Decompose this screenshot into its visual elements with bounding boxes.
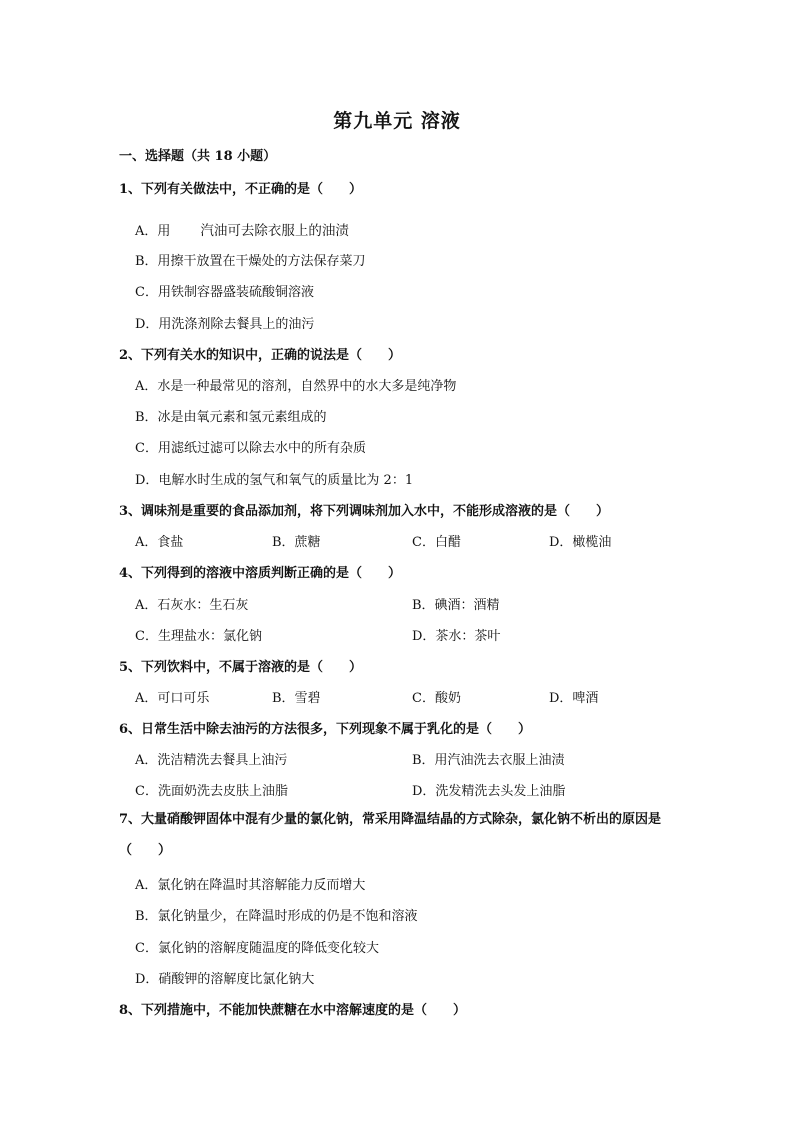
question-2-option-c[interactable]: C．用滤纸过滤可以除去水中的所有杂质 [135, 441, 366, 456]
question-5-option-a[interactable]: A．可口可乐 [135, 691, 210, 706]
question-3-option-d[interactable]: D．橄榄油 [549, 535, 612, 550]
question-4-option-a[interactable]: A．石灰水：生石灰 [135, 598, 249, 613]
question-2-option-b[interactable]: B．冰是由氧元素和氢元素组成的 [135, 410, 327, 425]
question-1-option-c[interactable]: C．用铁制容器盛装硫酸铜溶液 [135, 285, 314, 300]
question-8-stem: 8、下列措施中，不能加快蔗糖在水中溶解速度的是（ ） [119, 1003, 467, 1018]
option-a-text: 汽油可去除衣服上的油渍 [200, 223, 349, 239]
question-3-stem: 3、调味剂是重要的食品添加剂，将下列调味剂加入水中，不能形成溶液的是（ ） [119, 504, 610, 519]
question-6-stem: 6、日常生活中除去油污的方法很多，下列现象不属于乳化的是（ ） [119, 722, 532, 737]
question-6-option-b[interactable]: B．用汽油洗去衣服上油渍 [412, 753, 565, 768]
question-1-option-b[interactable]: B．用擦干放置在干燥处的方法保存菜刀 [135, 254, 366, 269]
question-4-option-b[interactable]: B．碘酒：酒精 [412, 598, 500, 613]
question-1-stem: 1、下列有关做法中，不正确的是（ ） [119, 182, 363, 197]
question-7-option-b[interactable]: B．氯化钠量少，在降温时形成的仍是不饱和溶液 [135, 909, 418, 924]
question-6-option-c[interactable]: C．洗面奶洗去皮肤上油脂 [135, 784, 288, 799]
question-1-option-a[interactable] [135, 219, 349, 239]
question-3-option-b[interactable]: B．蔗糖 [272, 535, 321, 550]
question-5-option-d[interactable]: D．啤酒 [549, 691, 599, 706]
question-4-stem: 4、下列得到的溶液中溶质判断正确的是（ ） [119, 566, 402, 581]
question-7-option-a[interactable]: A．氯化钠在降温时其溶解能力反而增大 [135, 878, 366, 893]
question-2-option-a[interactable]: A．水是一种最常见的溶剂，自然界中的水大多是纯净物 [135, 379, 457, 394]
question-6-option-a[interactable]: A．洗洁精洗去餐具上油污 [135, 753, 288, 768]
question-2-stem: 2、下列有关水的知识中，正确的说法是（ ） [119, 348, 402, 363]
section-heading: 一、选择题（共 18 小题） [119, 149, 277, 164]
question-4-option-c[interactable]: C．生理盐水：氯化钠 [135, 629, 262, 644]
question-5-stem: 5、下列饮料中，不属于溶液的是（ ） [119, 660, 363, 675]
question-5-option-c[interactable]: C．酸奶 [412, 691, 461, 706]
question-1-option-d[interactable]: D．用洗涤剂除去餐具上的油污 [135, 317, 315, 332]
question-7-stem: 7、大量硝酸钾固体中混有少量的氯化钠，常采用降温结晶的方式除杂，氯化钠不析出的原因是（ ） [119, 812, 662, 858]
question-2-option-d[interactable]: D．电解水时生成的氢气和氧气的质量比为 2：1 [135, 473, 414, 488]
question-6-option-d[interactable]: D．洗发精洗去头发上油脂 [412, 784, 566, 799]
question-7-option-c[interactable]: C．氯化钠的溶解度随温度的降低变化较大 [135, 941, 379, 956]
question-4-option-d[interactable]: D．茶水：茶叶 [412, 629, 501, 644]
question-3-option-a[interactable]: A．食盐 [135, 535, 184, 550]
question-3-option-c[interactable]: C．白醋 [412, 535, 461, 550]
option-a-prefix: A．用 [135, 224, 171, 239]
question-5-option-b[interactable]: B．雪碧 [272, 691, 321, 706]
question-7-option-d[interactable]: D．硝酸钾的溶解度比氯化钠大 [135, 972, 315, 987]
page-title: 第九单元 溶液 [333, 110, 461, 132]
